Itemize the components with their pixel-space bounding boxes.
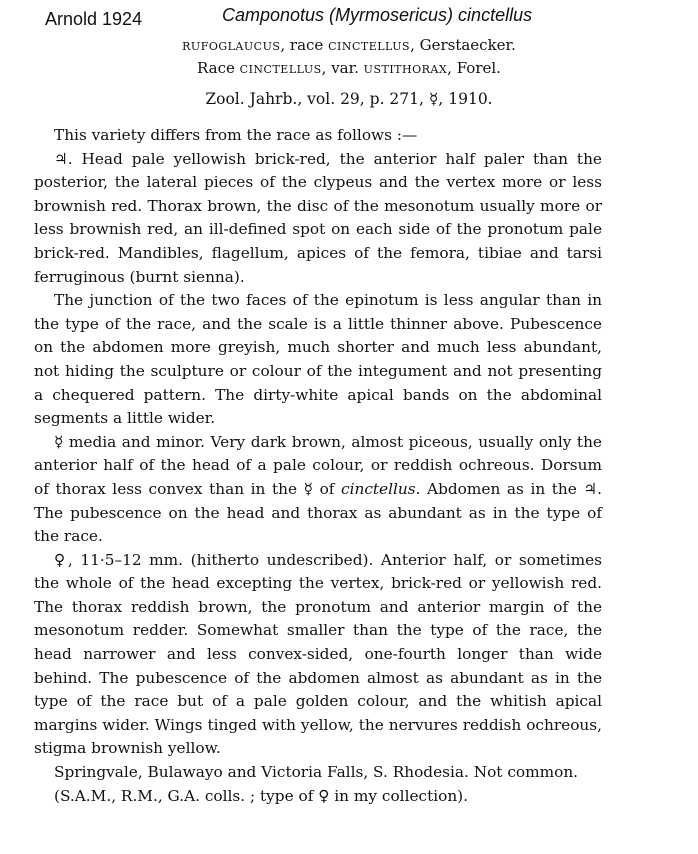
- synonymy-line-2: [0, 59, 698, 77]
- synonym-text: , Forel.: [447, 59, 501, 77]
- synonym-text: , race: [280, 36, 329, 54]
- synonym-name: ustithorax: [363, 59, 448, 77]
- species-name: cinctellus.: [341, 479, 421, 498]
- worker-text: ☿ media and minor. Very dark brown, almost piceous, usually only the anterior half of the head of a pale colour, or reddish ochreous. Dorsum of thorax less convex than in the ☿ of: [34, 432, 602, 498]
- paragraph-worker: [34, 431, 602, 549]
- paragraph-locality: Springvale, Bulawayo and Victoria Falls, S. Rhodesia. Not common.: [54, 763, 579, 782]
- citation: Zool. Jahrb., vol. 29, p. 271, ☿, 1910.: [205, 90, 493, 108]
- taxon-title: Camponotus (Myrmosericus) cinctellus: [222, 5, 533, 25]
- synonym-text: Race: [197, 59, 240, 77]
- worker-text: Abdomen as in the ♃. The pubescence on the head and thorax as abundant as in the type of the race.: [34, 479, 602, 546]
- synonymy-line-1: [0, 36, 698, 54]
- paragraph-soldier: ♃. Head pale yellowish brick-red, the anterior half paler than the posterior, the lateral pieces of the clypeus and the vertex more or less brownish red. Thorax brown, the disc of the mesonotum usually more or less brownish red, an ill-defined spot on each side of the pronotum pale brick-red. Mandibles, flagellum, apices of the femora, tibiae and tarsi ferruginous (burnt sienna).: [34, 149, 602, 286]
- paragraph-female: ♀, 11·5–12 mm. (hitherto undescribed). Anterior half, or sometimes the whole of the head excepting the vertex, brick-red or yellowish red. The thorax reddish brown, the pronotum and anterior margin of the mesonotum redder. Somewhat smaller than the type of the race, the head narrower and less convex-sided, one-fourth longer than wide behind. The pubescence of the abdomen almost as abundant as in the type of the race but of a pale golden colour, and the whitish apical margins wider. Wings tinged with yellow, the nervures reddish ochreous, stigma brownish yellow.: [34, 550, 602, 758]
- synonym-name: rufoglaucus: [182, 36, 281, 54]
- paragraph-collections: (S.A.M., R.M., G.A. colls. ; type of ♀ in my collection).: [54, 786, 469, 805]
- paragraph-epinotum: The junction of the two faces of the epinotum is less angular than in the type of the race, and the scale is a little thinner above. Pubescence on the abdomen more greyish, much shorter and much less abundant, not hiding the sculpture or colour of the integument and not presenting a chequered pattern. The dirty-white apical bands on the abdominal segments a little wider.: [34, 291, 602, 428]
- description-body: [34, 124, 602, 808]
- author-year: Arnold 1924: [45, 9, 143, 29]
- synonym-name: cinctellus: [328, 36, 411, 54]
- synonym-text: , var.: [321, 59, 364, 77]
- synonym-name: cinctellus: [239, 59, 322, 77]
- paragraph-intro: This variety differs from the race as follows :—: [54, 126, 418, 144]
- synonym-text: , Gerstaecker.: [410, 36, 516, 54]
